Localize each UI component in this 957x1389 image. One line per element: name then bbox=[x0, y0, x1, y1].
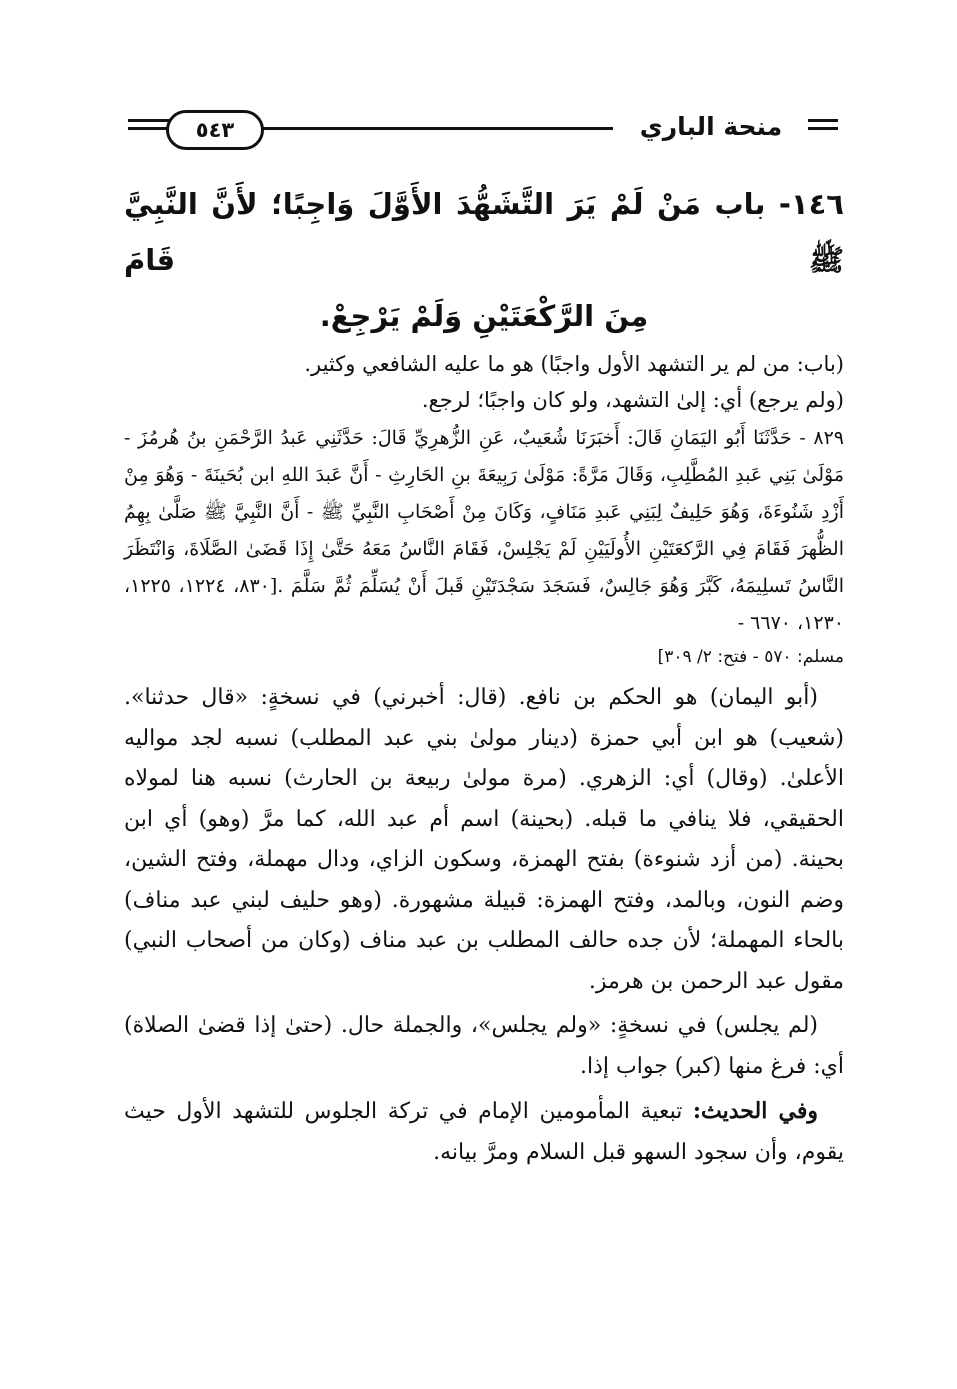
hadith-reference: مسلم: ٥٧٠ - فتح: ٢/ ٣٠٩] bbox=[657, 647, 844, 667]
hadith-body: ٨٢٩ - حَدَّثَنَا أَبُو اليَمَانِ قَالَ: أَخبَرَنَا شُعَيبٌ، عَنِ الزُّهرِيِّ قَالَ: حَدَّثَنِي عَبدُ الرَّحْمَنِ بنُ هُرمُزَ - مَوْلَىٰ بَنِي عَبدِ المُطَّلِبِ، وَقَالَ مَرَّةً: مَوْلَىٰ رَبِيعَةَ بنِ الحَارِثِ - أَنَّ عَبدَ اللهِ ابن بُحَينَةَ - وَهُوَ مِنْ أَزْدِ شَنُوءَةَ، وَهُوَ حَلِيفٌ لِبَنِي عَبدِ مَنَافٍ، وَكَانَ مِنْ أَصْحَابِ النَّبِيِّ ﷺ - أَنَّ النَّبِيَّ ﷺ صَلَّىٰ بِهِمُ الظُّهرَ فَقَامَ فِي الرَّكعَتَيْنِ الأُولَيَيْنِ لَمْ يَجْلِسْ، فَقَامَ النَّاسُ مَعَهُ حَتَّىٰ إِذَا قَضَىٰ الصَّلَاةَ، وَانْتَظَرَ النَّاسُ تَسلِيمَهُ، كَبَّرَ وَهُوَ جَالِسٌ، فَسَجَدَ سَجْدَتَيْنِ قَبلَ أَنْ يُسَلِّمَ ثُمَّ سَلَّمَ .[٨٣٠، ١٢٢٤، ١٢٢٥، ١٢٣٠، ٦٦٧٠ - bbox=[124, 427, 845, 634]
page-header bbox=[128, 104, 838, 152]
hadith-text bbox=[124, 420, 844, 672]
intro-line: (ولم يرجع) أي: إلىٰ التشهد، ولو كان واجبًا؛ لرجع. bbox=[421, 388, 844, 412]
benefit-paragraph bbox=[124, 1091, 844, 1173]
page-content bbox=[124, 176, 844, 1177]
chapter-heading-line1: ١٤٦- باب مَنْ لَمْ يَرَ التَّشَهُّدَ الأَوَّلَ وَاجِبًا؛ لأَنَّ النَّبِيَّ ﷺ قَامَ bbox=[124, 187, 844, 277]
intro-line: (باب: من لم ير التشهد الأول واجبًا) هو ما عليه الشافعي وكثير. bbox=[304, 352, 844, 376]
header-rule-right-2 bbox=[808, 127, 838, 130]
page-number: ٥٤٣ bbox=[166, 110, 264, 150]
chapter-heading-line2: مِنَ الرَّكْعَتَيْنِ وَلَمْ يَرْجِعْ. bbox=[319, 299, 649, 333]
benefit-lead: وفي الحديث: bbox=[692, 1098, 818, 1124]
benefit-text: تبعية المأمومين الإمام في تركة الجلوس للتشهد الأول حيث يقوم، وأن سجود السهو قبل السلام ومرَّ بيانه. bbox=[124, 1099, 844, 1165]
chapter-heading bbox=[124, 176, 844, 344]
commentary-paragraph: (لم يجلس) في نسخةٍ: «ولم يجلس»، والجملة حال. (حتىٰ إذا قضىٰ الصلاة) أي: فرغ منها (كبر) جواب إذا. bbox=[124, 1013, 844, 1079]
commentary-paragraph: (أبو اليمان) هو الحكم بن نافع. (قال: أخبرني) في نسخةٍ: «قال حدثنا». (شعيب) هو ابن أبي حمزة (دينار مولىٰ بني عبد المطلب) نسبه لجد مواليه الأعلىٰ. (وقال) أي: الزهري. (مرة مولىٰ ربيعة بن الحارث) نسبه هنا لمولاه الحقيقي، فلا ينافي ما قبله. (بحينة) اسم أم عبد الله، كما مرَّ (وهو) أي ابن بحينة. (من أزد شنوءة) بفتح الهمزة، وسكون الزاي، ودال مهملة، وفتح الشين، وضم النون، وبالمد، وفتح الهمزة: قبيلة مشهورة. (وهو حليف لبني عبد مناف) بالحاء المهملة؛ لأن جده حالف المطلب بن عبد مناف (وكان من أصحاب النبي) مقول عبد الرحمن بن هرمز. bbox=[124, 685, 844, 994]
header-rule-right bbox=[808, 119, 838, 122]
running-title: منحة الباري bbox=[639, 112, 783, 141]
header-rule-middle bbox=[258, 127, 613, 130]
